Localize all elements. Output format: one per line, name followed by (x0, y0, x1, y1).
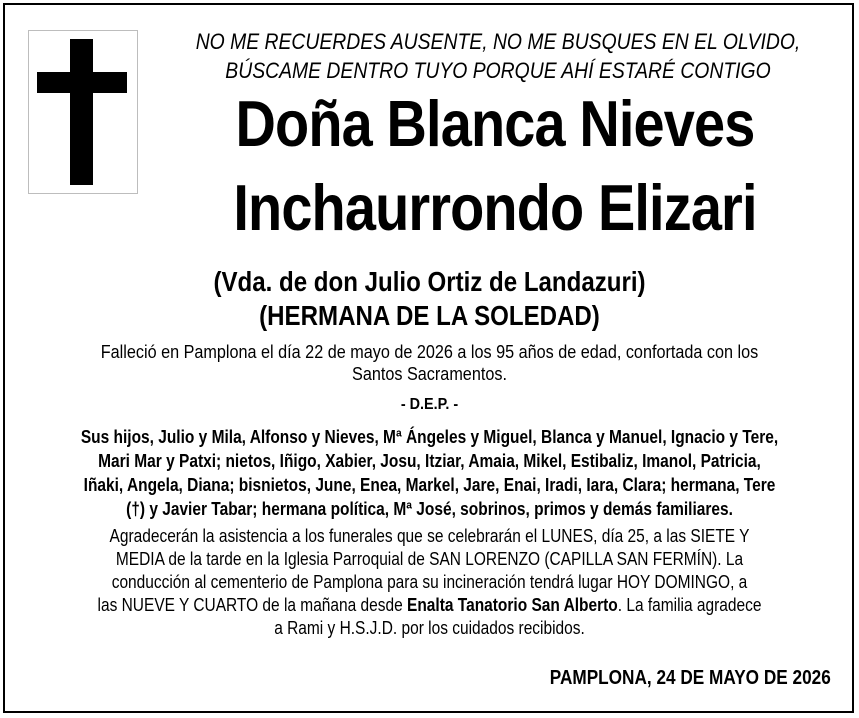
family-line-3: Iñaki, Angela, Diana; bisnietos, June, Enea, Markel, Jare, Enai, Iradi, Iara, Clara; hermana, Tere (83, 475, 776, 495)
funeral-line-4 (76, 594, 784, 617)
funeral-line-4-end: . La familia agradece (617, 595, 762, 615)
cross-icon (70, 39, 93, 185)
cross-box (28, 30, 138, 194)
family-line-4: (†) y Javier Tabar; hermana política, Mª José, sobrinos, primos y demás familiares. (126, 499, 733, 519)
funeral-line-1: Agradecerán la asistencia a los funerales que se celebrarán el LUNES, día 25, a las SIETE Y (109, 526, 750, 546)
death-notice-line-2: Santos Sacramentos. (352, 364, 507, 384)
quote-line-2: BÚSCAME DENTRO TUYO PORQUE AHÍ ESTARÉ CONTIGO (225, 58, 771, 83)
dateline: PAMPLONA, 24 DE MAYO DE 2026 (549, 667, 831, 689)
cross-icon-bar (37, 72, 127, 93)
family-line-2: Mari Mar y Patxi; nietos, Iñigo, Xabier, Josu, Itziar, Amaia, Mikel, Estibaliz, Imanol, Patricia, (98, 451, 761, 471)
funeral-line-3: conducción al cementerio de Pamplona para su incineración tendrá lugar HOY DOMINGO, a (111, 572, 748, 592)
family-line-1: Sus hijos, Julio y Mila, Alfonso y Nieves, Mª Ángeles y Miguel, Blanca y Manuel, Ignacio y Tere, (80, 427, 779, 447)
quote-line-1: NO ME RECUERDES AUSENTE, NO ME BUSQUES EN EL OLVIDO, (195, 29, 801, 54)
deceased-name-line-2: Inchaurrondo Elizari (233, 171, 757, 244)
funeral-line-4-start: las NUEVE Y CUARTO de la mañana desde (97, 595, 408, 615)
dep-label: - D.E.P. - (400, 396, 459, 413)
brotherhood: (HERMANA DE LA SOLEDAD) (259, 300, 600, 331)
death-notice-line-1: Falleció en Pamplona el día 22 de mayo de 2026 a los 95 años de edad, confortada con los (100, 342, 759, 362)
widow-of: (Vda. de don Julio Ortiz de Landazuri) (213, 266, 646, 297)
funeral-line-2: MEDIA de la tarde en la Iglesia Parroquial de SAN LORENZO (CAPILLA SAN FERMÍN). La (115, 549, 744, 569)
funeral-home-name: Enalta Tanatorio San Alberto (407, 595, 618, 615)
deceased-name-line-1: Doña Blanca Nieves (235, 87, 755, 160)
funeral-line-5: a Rami y H.S.J.D. por los cuidados recibidos. (274, 618, 585, 638)
